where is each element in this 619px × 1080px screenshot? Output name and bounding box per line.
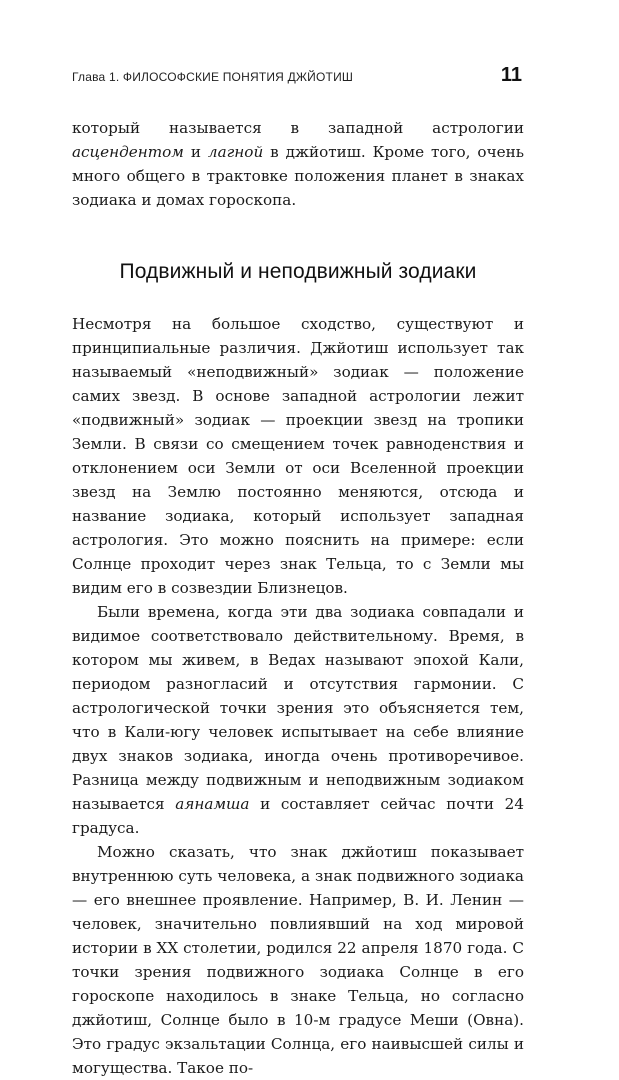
page-number: 11 xyxy=(500,64,522,86)
paragraph-2-text-1: Были времена, когда эти два зодиака совпадали и видимое соответствовало действительному. Время, в котором мы живем, в Ведах называют эпохой Кали, периодом разногласий и отсутствия гармонии. С астрологической точки зрения это объясняется тем, что в Кали-югу человек испытывает на себе влияние двух знаков зодиака, иногда очень противоречивое. Разница между подвижным и неподвижным зодиаком называется xyxy=(72,603,524,813)
paragraph-3: Можно сказать, что знак джйотиш показывает внутреннюю суть человека, а знак подвижного зодиака — его внешнее проявление. Например, В. И. Ленин — человек, значительно повлиявший на ход мировой истории в XX столетии, родился 22 апреля 1870 года. С точки зрения подвижного зодиака Солнце в его гороскопе находилось в знаке Тельца, но согласно джйотиш, Солнце было в 10-м градусе Меши (Овна). Это градус экзальтации Солнца, его наивысшей силы и могущества. Такое по- xyxy=(72,843,524,1077)
intro-paragraph xyxy=(72,116,524,212)
term-ascendant: асцендентом xyxy=(72,143,184,161)
term-lagna: лагной xyxy=(207,143,264,161)
intro-text-2: и xyxy=(183,143,208,161)
intro-text-3: в джйотиш. Кроме того, очень много общего в трактовке положения планет в знаках зодиака и домах гороскопа. xyxy=(72,143,524,209)
intro-text-1: который называется в западной астрологии xyxy=(72,119,524,137)
term-ayanamsha: аянамша xyxy=(175,795,250,813)
paragraph-1: Несмотря на большое сходство, существуют и принципиальные различия. Джйотиш использует так называемый «неподвижный» зодиак — положение самих звезд. В основе западной астрологии лежит «подвижный» зодиак — проекции звезд на тропики Земли. В связи со смещением точек равноденствия и отклонением оси Земли от оси Вселенной проекции звезд на Землю постоянно меняются, отсюда и название зодиака, который использует западная астрология. Это можно пояснить на примере: если Солнце проходит через знак Тельца, то с Земли мы видим его в созвездии Близнецов. xyxy=(72,315,524,597)
paragraph-2 xyxy=(72,600,524,840)
paragraph-2-text-2: и составляет сейчас почти 24 градуса. xyxy=(72,795,524,837)
page-body xyxy=(72,116,524,1080)
running-head: Глава 1. ФИЛОСОФСКИЕ ПОНЯТИЯ ДЖЙОТИШ xyxy=(72,70,354,84)
section-heading: Подвижный и неподвижный зодиаки xyxy=(119,260,477,283)
